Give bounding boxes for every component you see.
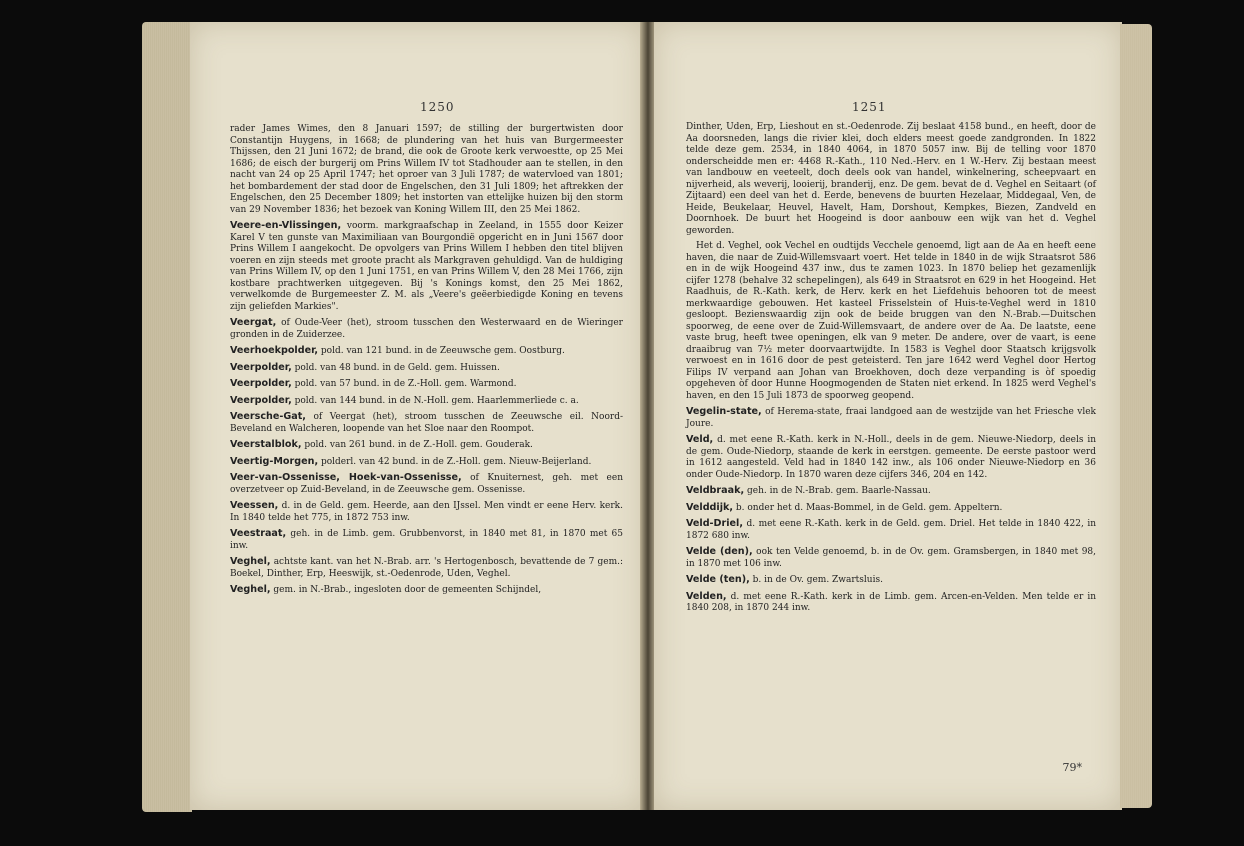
entry-body: pold. van 144 bund. in de N.-Holl. gem. Haarlemmerliede c. a. [291, 395, 579, 406]
dictionary-entry [230, 378, 623, 391]
entry-body: of Veergat (het), stroom tusschen de Zeeuwsche eil. Noord-Beveland en Walcheren, loopende van het Sloe naar den Roompot. [230, 412, 623, 434]
dictionary-entry [686, 591, 1096, 615]
entry-headword: Velde (ten), [686, 574, 750, 585]
entry-body: Het d. Veghel, ook Vechel en oudtijds Vecchele genoemd, ligt aan de Aa en heeft eene haven, die naar de Zuid-Willemsvaart voert. Het telde in 1840 in de wijk Straatsrot 586 en in de wijk Hoogeind 437 inw., dus te zamen 1023. In 1870 beliep het gezamenlijk cijfer 1278 (behalve 32 schepelingen), als 649 in Straatsrot en 629 in het Hoogeind. Het Raadhuis, de R.-Kath. kerk, de Herv. kerk en het Liefdehuis behooren tot de meest merkwaardige gebouwen. Het kasteel Frisselstein of Huis-te-Veghel werd in 1810 gesloopt. Bezienswaardig zijn ook de beide bruggen van den N.-Brab.—Duitschen spoorweg, de eene over de Zuid-Willemsvaart, de andere over de Aa. De laatste, eene vaste brug, heeft twee openingen, elk van 9 meter. De andere, over de vaart, is eene draaibrug van 7½ meter doorvaartwijdte. In 1583 is Veghel door Staatsch krijgsvolk verwoest en in 1616 door de pest geteisterd. Ten jare 1642 werd Veghel door Hertog Filips IV verpand aan Johan van Broekhoven, doch deze verpanding is òf spoedig opgeheven òf door Hunne Hoogmogenden de Staten niet erkend. In 1825 werd Veghel's haven, en den 15 Juli 1873 de spoorweg geopend. [686, 241, 1096, 401]
dictionary-entry [230, 500, 623, 524]
dictionary-entry [230, 439, 623, 452]
entry-headword: Veessen, [230, 500, 279, 511]
dictionary-entry [230, 472, 623, 496]
entry-body: rader James Wimes, den 8 Januari 1597; de stilling der burgertwisten door Constantijn Huygens, in 1668; de plundering van het huis van Burgermeester Thijssen, den 21 Juni 1672; de brand, die ook de Groote kerk verwoestte, op 25 Mei 1686; de eisch der burgerij om Prins Willem IV tot Stadhouder aan te stellen, in den nacht van 24 op 25 April 1747; het oproer van 3 Juli 1787; de watervloed van 1801; het bombardement der stad door de Engelschen, den 31 Juli 1809; het aftrekken der Engelschen, den 25 December 1809; het instorten van ettelijke huizen bij den storm van 29 November 1836; het bezoek van Koning Willem III, den 25 Mei 1862. [230, 124, 623, 215]
left-page-text [230, 124, 623, 601]
entry-headword: Veere-en-Vlissingen, [230, 220, 342, 231]
entry-headword: Veld, [686, 434, 714, 445]
entry-body: pold. van 261 bund. in de Z.-Holl. gem. Gouderak. [301, 440, 533, 450]
dictionary-entry [230, 456, 623, 469]
entry-headword: Velddijk, [686, 501, 734, 513]
entry-body: d. met eene R.-Kath. kerk in N.-Holl., deels in de gem. Nieuwe-Niedorp, deels in de gem. Oude-Niedorp, staande de kerk in eerstgen. gemeente. De eerste pastoor werd in 1612 aangesteld. Veld had in 1840 142 inw., als 106 onder Nieuwe-Niedorp en 36 onder Oude-Niedorp. In 1870 waren deze cijfers 346, 204 en 142. [686, 435, 1096, 480]
page-number: 1251 [852, 100, 887, 114]
entry-headword: Velden, [686, 590, 727, 602]
page-edges-left [142, 22, 192, 812]
dictionary-entry [230, 362, 623, 375]
entry-headword: Veertig-Morgen, [230, 455, 319, 467]
dictionary-entry [686, 546, 1096, 570]
entry-body: geh. in de N.-Brab. gem. Baarle-Nassau. [744, 486, 931, 496]
entry-headword: Veerhoekpolder, [230, 345, 319, 356]
entry-body: achtste kant. van het N.-Brab. arr. 's Hertogenbosch, bevattende de 7 gem.: Boekel, Dinther, Erp, Heeswijk, st.-Oedenrode, Uden, Veghel. [230, 557, 623, 579]
dictionary-entry [230, 317, 623, 341]
entry-body: of Herema-state, fraai landgoed aan de westzijde van het Friesche vlek Joure. [686, 407, 1096, 429]
entry-body: voorm. markgraafschap in Zeeland, in 1555 door Keizer Karel V ten gunste van Maximiliaan van Bourgondië opgericht en in Juni 1567 door Prins Willem I aangekocht. De opvolgers van Prins Willem I hebben den titel blijven voeren en zijn steeds met groote pracht als Markgraven gehuldigd. Van de huldiging van Prins Willem IV, op den 1 Juni 1751, en van Prins Willem V, den 28 Mei 1766, zijn kostbare prachtwerken uitgegeven. Bij 's Konings komst, den 25 Mei 1862, verwelkomde de Burgemeester Z. M. als „Veere's geëerbiedigde Koning en tevens zijn geliefden Markies". [230, 221, 623, 312]
entry-headword: Veerpolder, [230, 361, 292, 373]
entry-body: b. in de Ov. gem. Zwartsluis. [749, 575, 883, 585]
dictionary-entry [686, 518, 1096, 542]
right-page-text [686, 122, 1096, 619]
entry-body: pold. van 121 bund. in de Zeeuwsche gem. Oostburg. [318, 346, 565, 356]
entry-body: d. in de Geld. gem. Heerde, aan den IJssel. Men vindt er eene Herv. kerk. In 1840 telde het 775, in 1872 753 inw. [230, 501, 623, 523]
dictionary-entry [686, 241, 1096, 402]
dictionary-entry [686, 434, 1096, 481]
entry-body: polderl. van 42 bund. in de Z.-Holl. gem. Nieuw-Beijerland. [318, 456, 592, 467]
dictionary-entry [230, 528, 623, 552]
dictionary-entry [686, 122, 1096, 237]
signature-mark: 79* [1062, 761, 1082, 774]
dictionary-entry [686, 574, 1096, 587]
entry-headword: Veer-van-Ossenisse, Hoek-van-Ossenisse, [230, 472, 462, 483]
entry-body: ook ten Velde genoemd, b. in de Ov. gem. Gramsbergen, in 1840 met 98, in 1870 met 106 inw. [686, 547, 1097, 569]
dictionary-entry [230, 556, 623, 580]
entry-body: d. met eene R.-Kath. kerk in de Geld. gem. Driel. Het telde in 1840 422, in 1872 680 inw. [686, 519, 1096, 541]
entry-body: of Knuiternest, geh. met een overzetveer op Zuid-Beveland, in de Zeeuwsche gem. Ossenisse. [230, 473, 623, 495]
entry-body: of Oude-Veer (het), stroom tusschen den Westerwaard en de Wieringer gronden in de Zuiderzee. [230, 318, 623, 340]
entry-headword: Veerstalblok, [230, 439, 302, 450]
entry-headword: Veerpolder, [230, 378, 292, 389]
entry-headword: Veergat, [230, 317, 277, 328]
entry-body: d. met eene R.-Kath. kerk in de Limb. gem. Arcen-en-Velden. Men telde er in 1840 208, in 1870 244 inw. [686, 591, 1096, 613]
dictionary-entry [230, 124, 623, 216]
right-page [654, 22, 1122, 810]
dictionary-entry [230, 395, 623, 408]
entry-body: gem. in N.-Brab., ingesloten door de gemeenten Schijndel, [270, 585, 542, 595]
entry-headword: Veld-Driel, [686, 518, 743, 529]
entry-body: b. onder het d. Maas-Bommel, in de Geld. gem. Appeltern. [733, 502, 1003, 513]
dictionary-entry [686, 502, 1096, 515]
entry-body: pold. van 57 bund. in de Z.-Holl. gem. Warmond. [291, 379, 517, 389]
entry-headword: Veestraat, [230, 528, 287, 539]
dictionary-entry [230, 584, 623, 597]
entry-headword: Veersche-Gat, [230, 411, 306, 422]
entry-body: geh. in de Limb. gem. Grubbenvorst, in 1840 met 81, in 1870 met 65 inw. [230, 529, 623, 551]
entry-body: pold. van 48 bund. in de Geld. gem. Huissen. [291, 362, 500, 373]
dictionary-entry [686, 406, 1096, 430]
entry-body: Dinther, Uden, Erp, Lieshout en st.-Oedenrode. Zij beslaat 4158 bund., en heeft, door de Aa doorsneden, langs die rivier klei, doch elders meest goede zandgronden. In 1822 telde deze gem. 2534, in 1840 4064, in 1870 5057 inw. Bij de telling voor 1870 onderscheidde men er: 4468 R.-Kath., 110 Ned.-Herv. en 1 W.-Herv. Zij bestaan meest van landbouw en veeteelt, doch deels ook van handel, winkelnering, scheepvaart en nijverheid, als weverij, looierij, branderij, enz. De gem. bevat de d. Veghel en Seitaart (of Zijtaard) een deel van het d. Eerde, benevens de buurten Hezelaar, Middegaal, Ven, de Heide, Beukelaar, Heuvel, Havelt, Ham, Dorshout, Kempkes, Biezen, Zandveld en Doornhoek. De buurt het Hoogeind is door aanbouw een wijk van het d. Veghel geworden. [686, 122, 1096, 236]
dictionary-entry [686, 485, 1096, 498]
dictionary-entry [230, 411, 623, 435]
left-page [190, 22, 644, 810]
entry-headword: Veerpolder, [230, 394, 292, 406]
entry-headword: Velde (den), [686, 546, 753, 557]
entry-headword: Veghel, [230, 584, 271, 595]
page-edges-right [1120, 24, 1152, 808]
page-number: 1250 [420, 100, 455, 114]
entry-headword: Vegelin-state, [686, 406, 762, 417]
dictionary-entry [230, 345, 623, 358]
dictionary-entry [230, 220, 623, 313]
entry-headword: Veldbraak, [686, 485, 745, 496]
entry-headword: Veghel, [230, 556, 271, 567]
